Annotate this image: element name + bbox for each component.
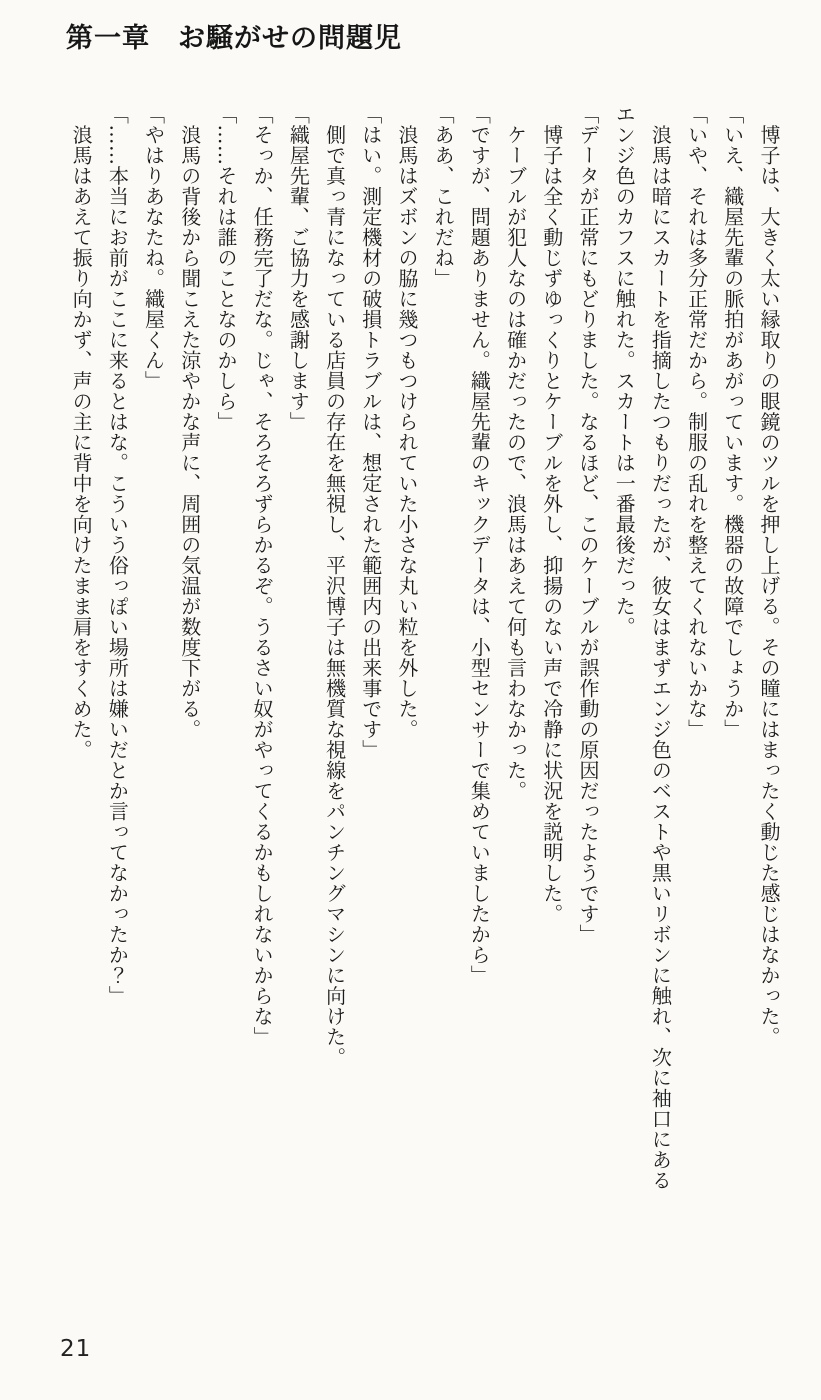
text-line: 「……それは誰のことなのかしら」: [213, 104, 238, 432]
text-line: ケーブルが犯人なのは確かだったので、浪馬はあえて何も言わなかった。: [503, 104, 528, 801]
text-line: 博子は、大きく太い縁取りの眼鏡のツルを押し上げる。その瞳にはまったく動じた感じはなかった。: [757, 104, 781, 1047]
text-line: 「ですが、問題ありません。織屋先輩のキックデータは、小型センサーで集めていましたから」: [467, 104, 492, 986]
text-line: 「はい。測定機材の破損トラブルは、想定された範囲内の出来事です」: [358, 104, 383, 760]
text-line: 「やはりあなたね。織屋くん」: [141, 104, 166, 391]
text-line: 「……本当にお前がここに来るとはな。こういう俗っぽい場所は嫌いだとか言ってなかったか？」: [105, 104, 130, 1006]
chapter-title: 第一章 お騒がせの問題児: [66, 23, 402, 54]
text-line: 「織屋先輩、ご協力を感謝します」: [286, 104, 311, 432]
text-line: 「そっか、任務完了だな。じゃ、そろそろずらかるぞ。うるさい奴がやってくるかもしれないからな」: [250, 104, 275, 1047]
text-line: 浪馬は暗にスカートを指摘したつもりだったが、彼女はまずエンジ色のベストや黒いリボンに触れ、次に袖口にある: [648, 104, 673, 1191]
vertical-text-block: [59, 104, 787, 1229]
text-line: エンジ色のカフスに触れた。スカートは一番最後だった。: [612, 104, 637, 637]
text-line: 浪馬の背後から聞こえた涼やかな声に、周囲の気温が数度下がる。: [177, 104, 202, 740]
text-line: 浪馬はズボンの脇に幾つもつけられていた小さな丸い粒を外した。: [394, 104, 419, 740]
page-number: 21: [60, 1336, 92, 1362]
text-line: 「ああ、これだね」: [431, 104, 456, 289]
text-line: 「いや、それは多分正常だから。制服の乱れを整えてくれないかな」: [684, 104, 709, 740]
text-line: 浪馬はあえて振り向かず、声の主に背中を向けたまま肩をすくめた。: [69, 104, 94, 760]
text-line: 博子は全く動じずゆっくりとケーブルを外し、抑揚のない声で冷静に状況を説明した。: [539, 104, 564, 924]
text-line: 側で真っ青になっている店員の存在を無視し、平沢博子は無機質な視線をパンチングマシンに向けた。: [322, 104, 347, 1068]
text-line: 「データが正常にもどりました。なるほど、このケーブルが誤作動の原因だったようです」: [575, 104, 600, 945]
text-line: 「いえ、織屋先輩の脈拍があがっています。機器の故障でしょうか」: [720, 104, 745, 740]
